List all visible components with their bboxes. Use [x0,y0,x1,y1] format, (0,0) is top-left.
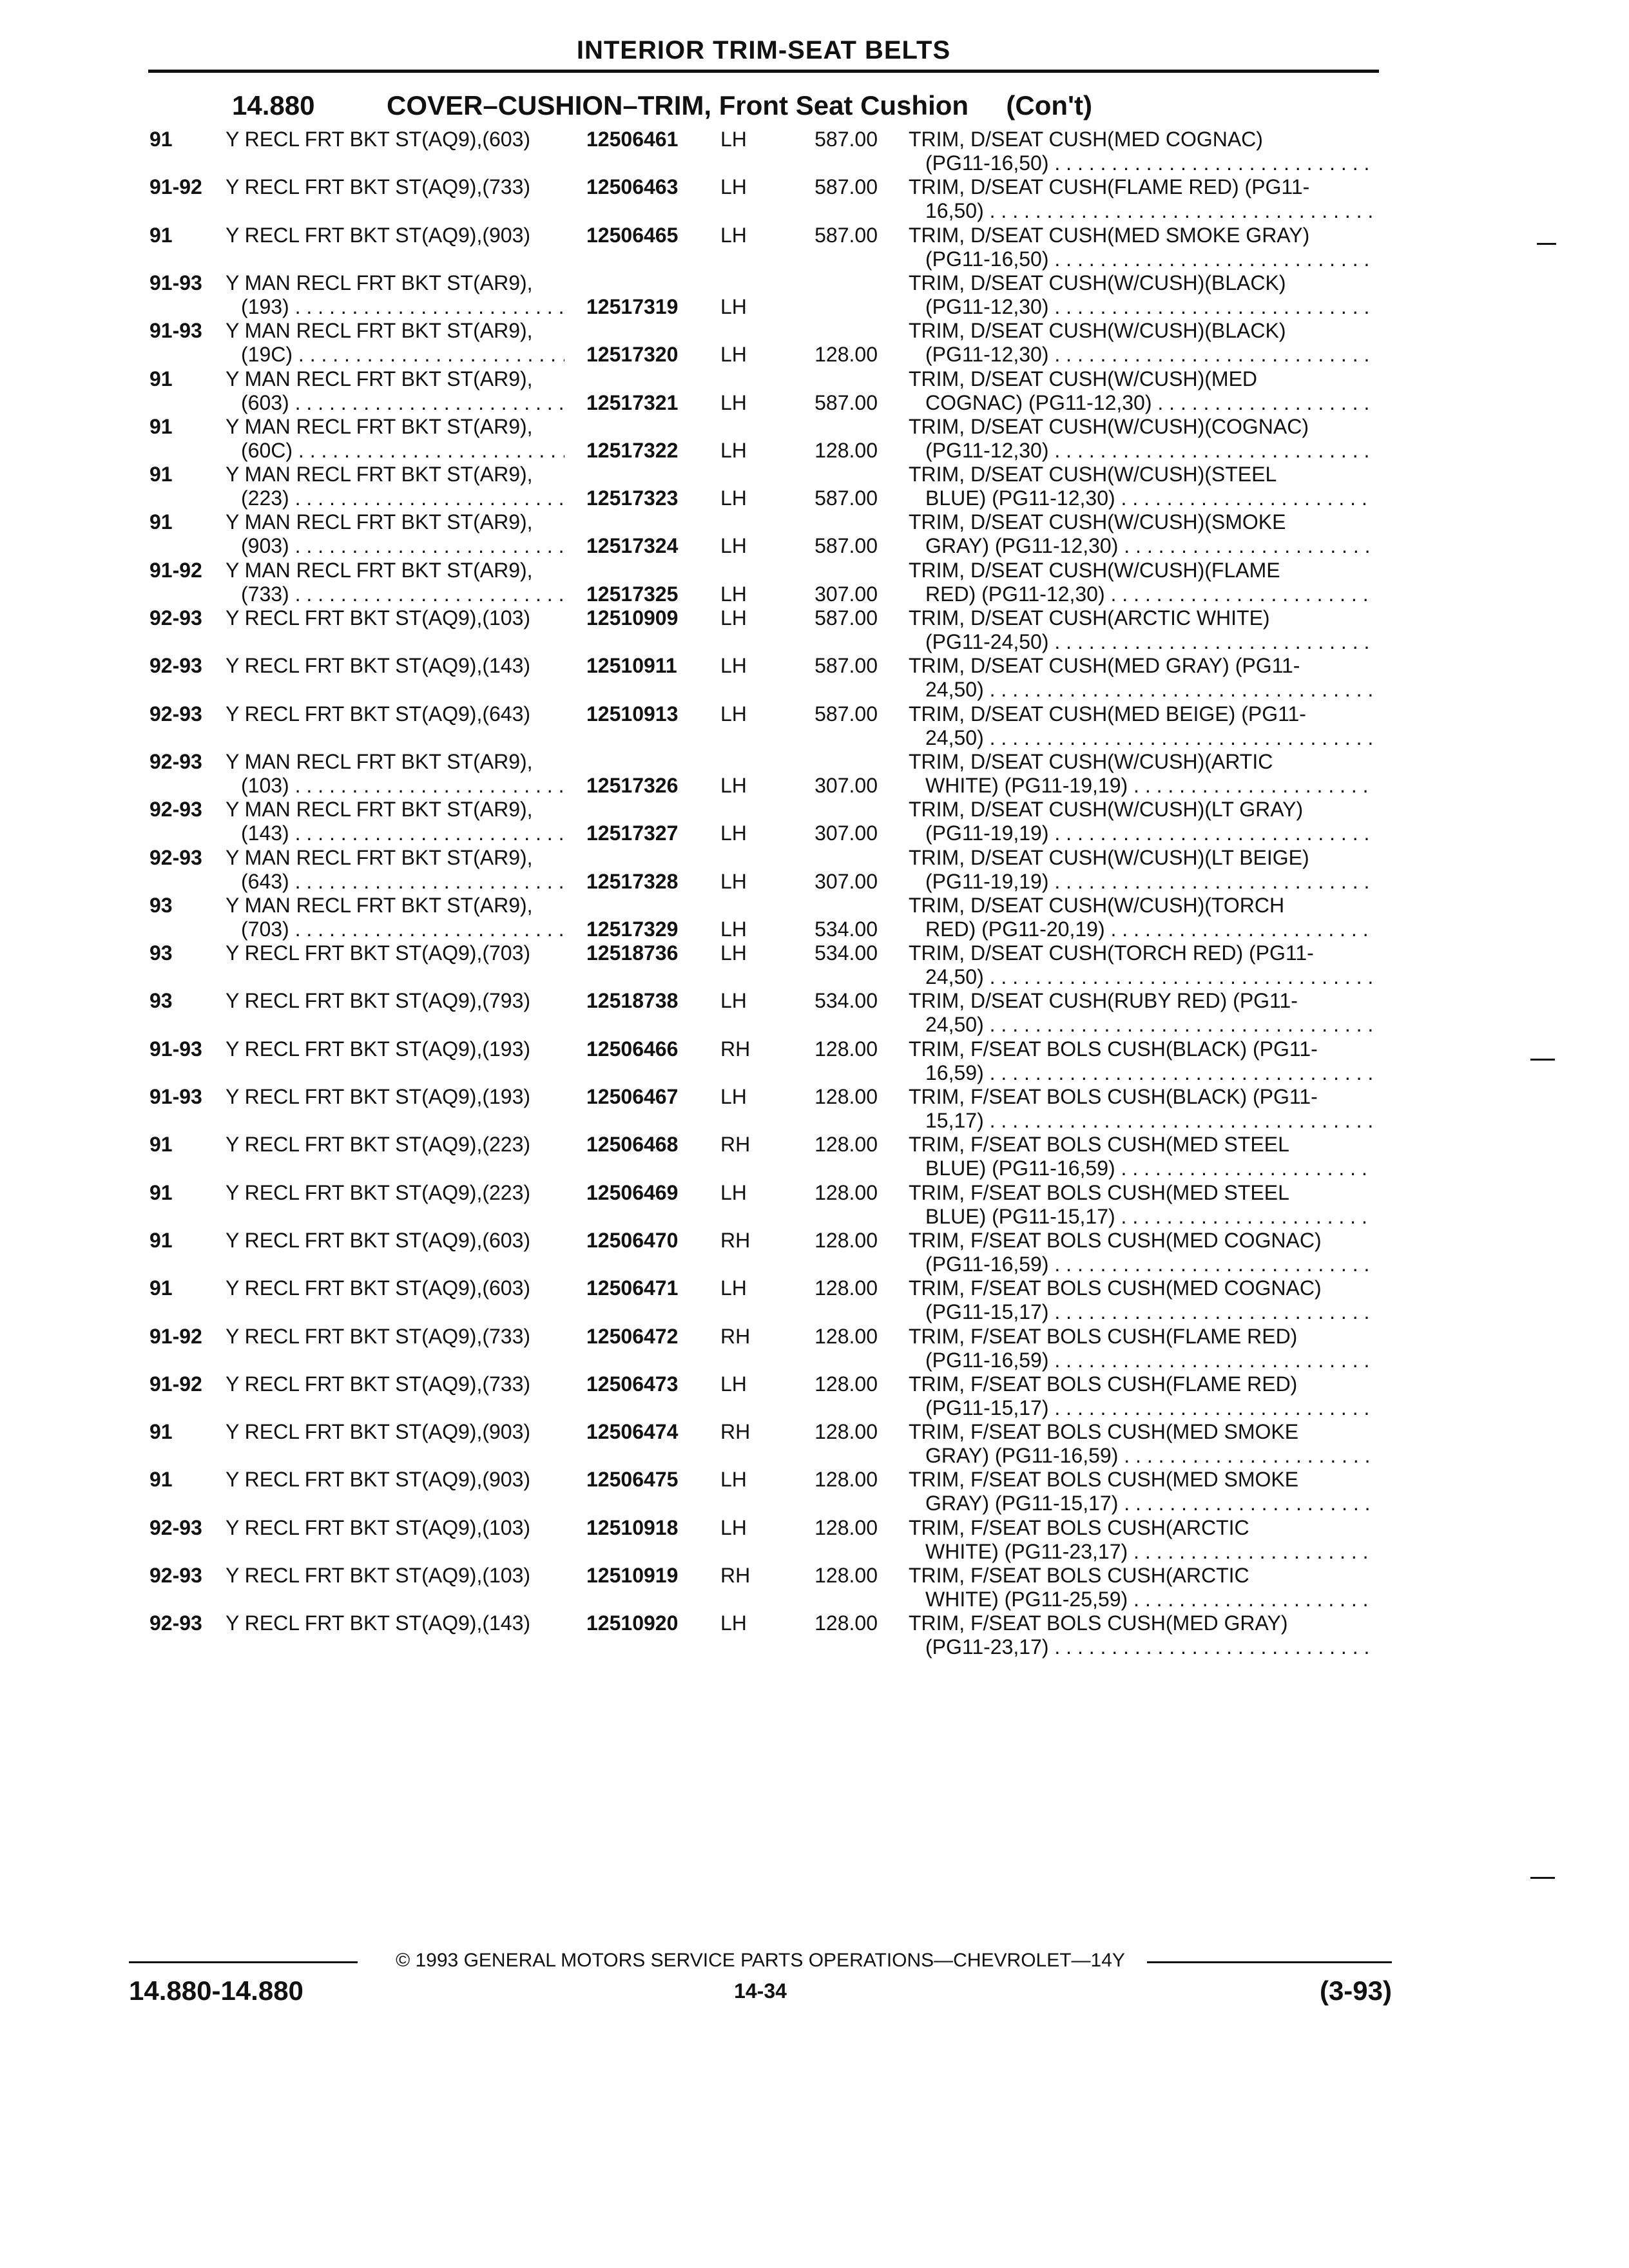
margin-mark [1530,1059,1555,1061]
price: 307.00 [815,870,878,893]
trim-description-cont: 24,50) . . . [925,1013,1373,1037]
part-number: 12517323 [586,486,679,510]
table-row [0,319,1629,367]
description: Y RECL FRT BKT ST(AQ9),(193) [226,1037,531,1061]
side: RH [720,1133,751,1156]
side: LH [720,1276,747,1300]
page-title: INTERIOR TRIM-SEAT BELTS [576,36,951,64]
description: Y RECL FRT BKT ST(AQ9),(903) [226,224,531,247]
description-code: (733) . . . [241,582,564,606]
model-years: 91 [149,510,173,533]
model-years: 91 [149,415,173,438]
description: Y RECL FRT BKT ST(AQ9),(903) [226,1468,531,1491]
part-number: 12510920 [586,1611,679,1635]
margin-mark [1537,243,1556,245]
side: LH [720,175,747,198]
trim-description-cont: WHITE) (PG11-19,19) . . . [925,774,1373,798]
price: 587.00 [815,224,878,247]
description-code: (60C) . . . [241,439,564,463]
trim-description: TRIM, D/SEAT CUSH(W/CUSH)(SMOKE [909,510,1286,533]
description-code: (643) . . . [241,870,564,894]
trim-description-cont: (PG11-16,59) . . . [925,1349,1373,1372]
price: 587.00 [815,654,878,677]
side: RH [720,1564,751,1587]
table-row [0,510,1629,558]
model-years: 91-92 [149,175,202,198]
price: 128.00 [815,1372,878,1396]
table-row [0,1516,1629,1564]
description: Y RECL FRT BKT ST(AQ9),(603) [226,1229,531,1252]
table-row [0,989,1629,1037]
description: Y MAN RECL FRT BKT ST(AR9), [226,271,533,294]
part-number: 12510919 [586,1564,679,1587]
trim-description: TRIM, F/SEAT BOLS CUSH(ARCTIC [909,1516,1249,1539]
part-number: 12510913 [586,702,679,726]
price: 128.00 [815,439,878,462]
part-number: 12506468 [586,1133,679,1156]
model-years: 91-92 [149,559,202,582]
part-number: 12506473 [586,1372,679,1396]
part-number: 12510909 [586,606,679,629]
trim-description-cont: WHITE) (PG11-25,59) . . . [925,1588,1373,1611]
side: LH [720,606,747,629]
side: LH [720,702,747,726]
model-years: 92-93 [149,1611,202,1635]
price: 534.00 [815,918,878,941]
side: LH [720,822,747,845]
price: 128.00 [815,1181,878,1204]
table-row [0,367,1629,415]
description-code: (143) . . . [241,822,564,845]
side: RH [720,1037,751,1061]
model-years: 92-93 [149,750,202,773]
page-number: 14-34 [734,1979,787,2003]
description: Y RECL FRT BKT ST(AQ9),(103) [226,1564,531,1587]
trim-description: TRIM, D/SEAT CUSH(W/CUSH)(LT BEIGE) [909,846,1309,869]
table-row [0,1372,1629,1420]
table-row [0,846,1629,894]
trim-description: TRIM, D/SEAT CUSH(TORCH RED) (PG11- [909,941,1314,965]
trim-description-cont: COGNAC) (PG11-12,30) . . . [925,391,1373,415]
price: 128.00 [815,1229,878,1252]
description: Y RECL FRT BKT ST(AQ9),(143) [226,654,531,677]
price: 128.00 [815,1133,878,1156]
side: LH [720,774,747,797]
table-row [0,654,1629,702]
price: 128.00 [815,1516,878,1539]
trim-description-cont: BLUE) (PG11-16,59) . . . [925,1157,1373,1180]
part-number: 12517329 [586,918,679,941]
description: Y MAN RECL FRT BKT ST(AR9), [226,798,533,821]
side: RH [720,1229,751,1252]
table-row [0,1564,1629,1611]
footer-rule-right [1147,1961,1392,1963]
trim-description: TRIM, D/SEAT CUSH(W/CUSH)(TORCH [909,894,1285,917]
trim-description: TRIM, F/SEAT BOLS CUSH(MED SMOKE [909,1468,1299,1491]
side: LH [720,1085,747,1108]
part-number: 12517326 [586,774,679,797]
trim-description: TRIM, F/SEAT BOLS CUSH(MED STEEL [909,1133,1289,1156]
trim-description-cont: 24,50) . . . [925,965,1373,989]
model-years: 92-93 [149,1516,202,1539]
trim-description: TRIM, D/SEAT CUSH(MED BEIGE) (PG11- [909,702,1306,726]
price: 128.00 [815,1325,878,1348]
trim-description: TRIM, F/SEAT BOLS CUSH(BLACK) (PG11- [909,1037,1318,1061]
table-row [0,128,1629,175]
description: Y MAN RECL FRT BKT ST(AR9), [226,463,533,486]
trim-description-cont: (PG11-19,19) . . . [925,822,1373,845]
part-number: 12506471 [586,1276,679,1300]
price: 587.00 [815,128,878,151]
side: LH [720,989,747,1012]
part-number: 12506475 [586,1468,679,1491]
copyright-text: © 1993 GENERAL MOTORS SERVICE PARTS OPERATIONS—CHEVROLET—14Y [396,1950,1125,1971]
model-years: 91 [149,1468,173,1491]
model-years: 91 [149,367,173,390]
part-number: 12506469 [586,1181,679,1204]
table-row [0,1420,1629,1468]
section-number: 14.880 [232,90,315,120]
description-code: (223) . . . [241,486,564,510]
trim-description: TRIM, F/SEAT BOLS CUSH(FLAME RED) [909,1372,1298,1396]
part-number: 12506461 [586,128,679,151]
price: 128.00 [815,1468,878,1491]
trim-description: TRIM, F/SEAT BOLS CUSH(MED SMOKE [909,1420,1299,1443]
trim-description: TRIM, D/SEAT CUSH(MED SMOKE GRAY) [909,224,1310,247]
trim-description-cont: (PG11-19,19) . . . [925,870,1373,894]
table-row [0,1276,1629,1324]
model-years: 92-93 [149,654,202,677]
table-row [0,1468,1629,1515]
part-number: 12506472 [586,1325,679,1348]
side: LH [720,391,747,414]
trim-description: TRIM, F/SEAT BOLS CUSH(MED COGNAC) [909,1229,1322,1252]
description-code: (903) . . . [241,534,564,558]
section-title: COVER–CUSHION–TRIM, Front Seat Cushion [387,90,969,120]
description: Y MAN RECL FRT BKT ST(AR9), [226,846,533,869]
table-row [0,702,1629,750]
trim-description-cont: (PG11-24,50) . . . [925,630,1373,654]
description: Y MAN RECL FRT BKT ST(AR9), [226,415,533,438]
description: Y RECL FRT BKT ST(AQ9),(733) [226,175,531,198]
trim-description-cont: 24,50) . . . [925,678,1373,702]
price: 128.00 [815,1564,878,1587]
part-number: 12506465 [586,224,679,247]
table-row [0,941,1629,989]
side: LH [720,486,747,510]
trim-description: TRIM, D/SEAT CUSH(W/CUSH)(BLACK) [909,319,1286,342]
side: LH [720,1611,747,1635]
trim-description-cont: RED) (PG11-20,19) . . . [925,918,1373,941]
price: 587.00 [815,175,878,198]
trim-description-cont: WHITE) (PG11-23,17) . . . [925,1540,1373,1564]
price: 587.00 [815,606,878,629]
side: RH [720,1420,751,1443]
table-row [0,559,1629,606]
trim-description-cont: (PG11-16,50) . . . [925,247,1373,271]
model-years: 91-92 [149,1325,202,1348]
part-number: 12510918 [586,1516,679,1539]
model-years: 91 [149,463,173,486]
price: 587.00 [815,486,878,510]
trim-description-cont: (PG11-12,30) . . . [925,295,1373,319]
description-code: (703) . . . [241,918,564,941]
part-number: 12517327 [586,822,679,845]
side: LH [720,1372,747,1396]
part-number: 12506470 [586,1229,679,1252]
description-code: (603) . . . [241,391,564,415]
side: LH [720,654,747,677]
side: LH [720,439,747,462]
price: 307.00 [815,822,878,845]
trim-description-cont: (PG11-16,59) . . . [925,1253,1373,1276]
price: 128.00 [815,1276,878,1300]
description: Y RECL FRT BKT ST(AQ9),(603) [226,128,531,151]
part-number: 12510911 [586,654,677,677]
model-years: 91 [149,1133,173,1156]
trim-description: TRIM, D/SEAT CUSH(MED GRAY) (PG11- [909,654,1300,677]
part-number: 12517322 [586,439,679,462]
side: LH [720,224,747,247]
trim-description-cont: BLUE) (PG11-12,30) . . . [925,486,1373,510]
part-number: 12506466 [586,1037,679,1061]
trim-description: TRIM, F/SEAT BOLS CUSH(MED STEEL [909,1181,1289,1204]
side: LH [720,1516,747,1539]
description: Y RECL FRT BKT ST(AQ9),(903) [226,1420,531,1443]
description: Y MAN RECL FRT BKT ST(AR9), [226,750,533,773]
description: Y RECL FRT BKT ST(AQ9),(703) [226,941,531,965]
side: RH [720,1325,751,1348]
model-years: 92-93 [149,846,202,869]
trim-description: TRIM, D/SEAT CUSH(FLAME RED) (PG11- [909,175,1310,198]
side: LH [720,128,747,151]
model-years: 91-92 [149,1372,202,1396]
revision-date: (3-93) [1319,1975,1392,2006]
description: Y RECL FRT BKT ST(AQ9),(733) [226,1372,531,1396]
trim-description-cont: (PG11-12,30) . . . [925,439,1373,463]
trim-description-cont: 16,50) . . . [925,199,1373,223]
trim-description-cont: 15,17) . . . [925,1109,1373,1133]
model-years: 92-93 [149,1564,202,1587]
description: Y RECL FRT BKT ST(AQ9),(223) [226,1133,531,1156]
price: 534.00 [815,989,878,1012]
model-years: 91-93 [149,319,202,342]
price: 128.00 [815,343,878,366]
side: LH [720,295,747,318]
description: Y MAN RECL FRT BKT ST(AR9), [226,367,533,390]
part-number: 12517320 [586,343,679,366]
model-years: 91-93 [149,1037,202,1061]
price: 128.00 [815,1420,878,1443]
trim-description-cont: RED) (PG11-12,30) . . . [925,582,1373,606]
side: LH [720,1181,747,1204]
trim-description: TRIM, D/SEAT CUSH(W/CUSH)(MED [909,367,1258,390]
trim-description: TRIM, D/SEAT CUSH(W/CUSH)(LT GRAY) [909,798,1304,821]
trim-description-cont: GRAY) (PG11-12,30) . . . [925,534,1373,558]
price: 128.00 [815,1611,878,1635]
table-row [0,463,1629,510]
trim-description: TRIM, D/SEAT CUSH(W/CUSH)(FLAME [909,559,1280,582]
side: LH [720,1468,747,1491]
description-code: (103) . . . [241,774,564,798]
table-row [0,750,1629,798]
table-row [0,1133,1629,1180]
model-years: 92-93 [149,798,202,821]
side: LH [720,582,747,606]
description: Y MAN RECL FRT BKT ST(AR9), [226,559,533,582]
trim-description: TRIM, F/SEAT BOLS CUSH(MED GRAY) [909,1611,1288,1635]
description-code: (193) . . . [241,295,564,319]
part-number: 12517325 [586,582,679,606]
trim-description: TRIM, D/SEAT CUSH(RUBY RED) (PG11- [909,989,1298,1012]
description: Y MAN RECL FRT BKT ST(AR9), [226,319,533,342]
price: 587.00 [815,391,878,414]
model-years: 91 [149,1181,173,1204]
description: Y RECL FRT BKT ST(AQ9),(643) [226,702,531,726]
trim-description-cont: GRAY) (PG11-15,17) . . . [925,1492,1373,1515]
table-row [0,1611,1629,1659]
table-row [0,224,1629,271]
trim-description-cont: (PG11-23,17) . . . [925,1635,1373,1659]
trim-description-cont: (PG11-12,30) . . . [925,343,1373,367]
part-number: 12517321 [586,391,679,414]
description: Y RECL FRT BKT ST(AQ9),(733) [226,1325,531,1348]
description: Y RECL FRT BKT ST(AQ9),(793) [226,989,531,1012]
description: Y RECL FRT BKT ST(AQ9),(143) [226,1611,531,1635]
part-number: 12517319 [586,295,679,318]
trim-description-cont: (PG11-15,17) . . . [925,1300,1373,1324]
page-footer [129,1939,1392,2017]
trim-description-cont: BLUE) (PG11-15,17) . . . [925,1205,1373,1229]
description-code: (19C) . . . [241,343,564,367]
price: 128.00 [815,1085,878,1108]
model-years: 91-93 [149,1085,202,1108]
section-continued: (Con't) [1006,90,1093,120]
side: LH [720,870,747,893]
trim-description-cont: (PG11-15,17) . . . [925,1396,1373,1420]
side: LH [720,941,747,965]
model-years: 92-93 [149,606,202,629]
model-years: 93 [149,941,173,965]
price: 587.00 [815,702,878,726]
trim-description: TRIM, F/SEAT BOLS CUSH(ARCTIC [909,1564,1249,1587]
table-row [0,271,1629,319]
trim-description: TRIM, D/SEAT CUSH(W/CUSH)(STEEL [909,463,1277,486]
table-row [0,1325,1629,1372]
part-number: 12506463 [586,175,679,198]
part-number: 12517328 [586,870,679,893]
model-years: 93 [149,989,173,1012]
margin-mark [1530,1877,1555,1879]
model-years: 91 [149,1276,173,1300]
model-years: 92-93 [149,702,202,726]
part-number: 12517324 [586,534,679,557]
trim-description: TRIM, D/SEAT CUSH(ARCTIC WHITE) [909,606,1270,629]
part-number: 12506474 [586,1420,679,1443]
model-years: 91 [149,224,173,247]
trim-description-cont: 24,50) . . . [925,726,1373,750]
side: LH [720,534,747,557]
table-row [0,894,1629,941]
model-years: 93 [149,894,173,917]
model-years: 91-93 [149,271,202,294]
trim-description: TRIM, F/SEAT BOLS CUSH(FLAME RED) [909,1325,1298,1348]
part-number: 12506467 [586,1085,679,1108]
trim-description-cont: GRAY) (PG11-16,59) . . . [925,1444,1373,1468]
table-row [0,175,1629,223]
price: 587.00 [815,534,878,557]
description: Y RECL FRT BKT ST(AQ9),(103) [226,606,531,629]
description: Y MAN RECL FRT BKT ST(AR9), [226,894,533,917]
table-row [0,1181,1629,1229]
model-years: 91 [149,1420,173,1443]
table-row [0,606,1629,654]
price: 128.00 [815,1037,878,1061]
price: 534.00 [815,941,878,965]
description: Y RECL FRT BKT ST(AQ9),(103) [226,1516,531,1539]
description: Y RECL FRT BKT ST(AQ9),(603) [226,1276,531,1300]
description: Y RECL FRT BKT ST(AQ9),(223) [226,1181,531,1204]
price: 307.00 [815,582,878,606]
model-years: 91 [149,1229,173,1252]
table-row [0,1085,1629,1133]
side: LH [720,343,747,366]
table-row [0,798,1629,845]
description: Y RECL FRT BKT ST(AQ9),(193) [226,1085,531,1108]
trim-description-cont: 16,59) . . . [925,1061,1373,1085]
price: 307.00 [815,774,878,797]
section-range: 14.880-14.880 [129,1975,304,2006]
side: LH [720,918,747,941]
part-number: 12518736 [586,941,679,965]
description: Y MAN RECL FRT BKT ST(AR9), [226,510,533,533]
trim-description: TRIM, D/SEAT CUSH(MED COGNAC) [909,128,1263,151]
trim-description: TRIM, D/SEAT CUSH(W/CUSH)(BLACK) [909,271,1286,294]
trim-description: TRIM, D/SEAT CUSH(W/CUSH)(COGNAC) [909,415,1309,438]
model-years: 91 [149,128,173,151]
trim-description: TRIM, D/SEAT CUSH(W/CUSH)(ARTIC [909,750,1273,773]
trim-description: TRIM, F/SEAT BOLS CUSH(BLACK) (PG11- [909,1085,1318,1108]
table-row [0,415,1629,463]
part-number: 12518738 [586,989,679,1012]
trim-description-cont: (PG11-16,50) . . . [925,151,1373,175]
table-row [0,1037,1629,1085]
trim-description: TRIM, F/SEAT BOLS CUSH(MED COGNAC) [909,1276,1322,1300]
table-row [0,1229,1629,1276]
